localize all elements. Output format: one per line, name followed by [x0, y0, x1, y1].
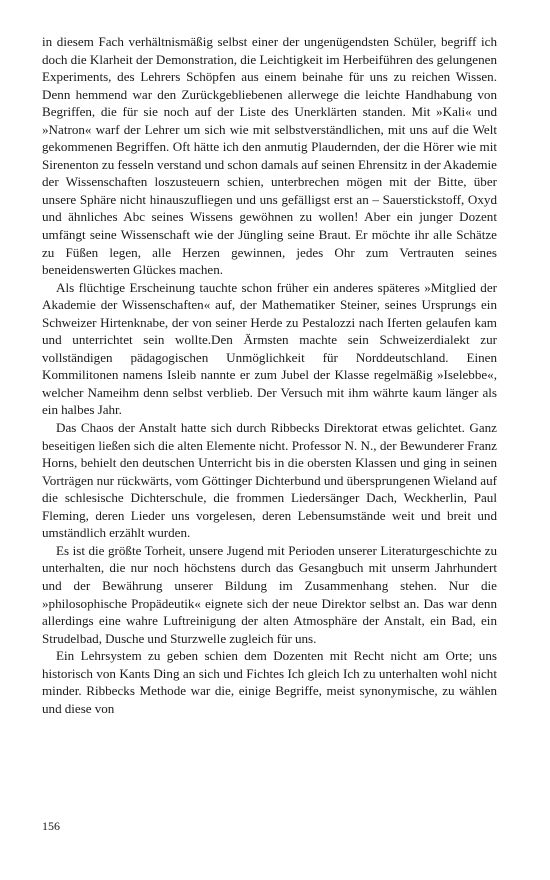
paragraph-1: in diesem Fach verhältnismäßig selbst einer der ungenügendsten Schüler, begriff ich doch die Klarheit der Demonstration, die Leichtigkeit im Herbeiführen des gelungenen Experiments, des Lehrers Schöpfen aus einem beinahe für uns zu reichen Wissen. Denn hemmend war den Zurückgebliebenen allerwege die leichte Handhabung von Begriffen, die für sie noch auf der Liste des Unerklärten standen. Mit »Kali« und »Natron« warf der Lehrer um sich wie mit selbstverständlichen, mit uns auf die Welt gekommenen Begriffen. Oft hätte ich den anmutig Plaudernden, der die Hörer wie mit Sirenenton zu fesseln verstand und schon damals auf seinen Ehrensitz in der Akademie der Wissenschaften loszusteuern schien, unterbrechen mögen mit der Bitte, über unsere Sphäre nicht hinauszufliegen und uns gefälligst erst an – Sauerstickstoff, Oxyd und ähnliches Abc seines Wissens gewöhnen zu wollen! Aber ein junger Dozent umfängt seine Wissenschaft wie der Jüngling seine Braut. Er möchte ihr alle Schätze zu Füßen legen, alle Herzen gewinnen, jedes Ohr zum Vertrauten seines beneidenswerten Glückes machen. [42, 34, 497, 278]
paragraph-3: Das Chaos der Anstalt hatte sich durch Ribbecks Direktorat etwas gelichtet. Ganz beseitigen ließen sich die alten Elemente nicht. Professor N. N., der Bewunderer Franz Horns, behielt den deutschen Unterricht bis in die obersten Klassen und ging in seinen Vorträgen nur rückwärts, vom Göttinger Dichterbund und übersprungenen Wieland auf die schlesische Dichterschule, die frommen Liedersänger Dach, Weckherlin, Paul Fleming, deren Lieder uns vorgelesen, deren Lebensumstände weit und breit und umständlich erzählt wurden. [42, 420, 497, 541]
paragraph-4: Es ist die größte Torheit, unsere Jugend mit Perioden unserer Literaturgeschichte zu unterhalten, die nur noch höchstens durch das Gesangbuch mit unserm Jahrhundert und der Bewährung unserer Bildung im Zusammenhang stehen. Nur die »philosophische Propädeutik« eignete sich der neue Direktor selbst an. Das war denn allerdings eine wahre Luftreinigung der alten Atmosphäre der Anstalt, ein Bad, ein Strudelbad, Dusche und Sturzwelle zugleich für uns. [42, 542, 497, 646]
page-number: 156 [42, 819, 60, 833]
paragraph-5: Ein Lehrsystem zu geben schien dem Dozenten mit Recht nicht am Orte; uns historisch von Kants Ding an sich und Fichtes Ich gleich Ich zu unterhalten wohl nicht minder. Ribbecks Methode war die, einige Begriffe, meist synonymische, zu wählen und diese von [42, 648, 497, 716]
paragraph-2: Als flüchtige Erscheinung tauchte schon früher ein anderes späteres »Mitglied der Akademie der Wissenschaften« auf, der Mathematiker Steiner, seines Ursprungs ein Schweizer Hirtenknabe, der von seiner Herde zu Pestalozzi nach Iferten gelaufen kam und unterrichtet sein wollte.Den Ärmsten machte sein Schweizerdialekt zur vollständigen pädagogischen Unmöglichkeit für Norddeutschland. Einen Kommilitonen namens Isleib nannte er zum Jubel der Klasse regelmäßig »Iselebbe«, welcher Nameihm denn selbst verblieb. Der Versuch mit ihm währte kaum länger als ein halbes Jahr. [42, 279, 497, 418]
body-text [42, 33, 497, 717]
